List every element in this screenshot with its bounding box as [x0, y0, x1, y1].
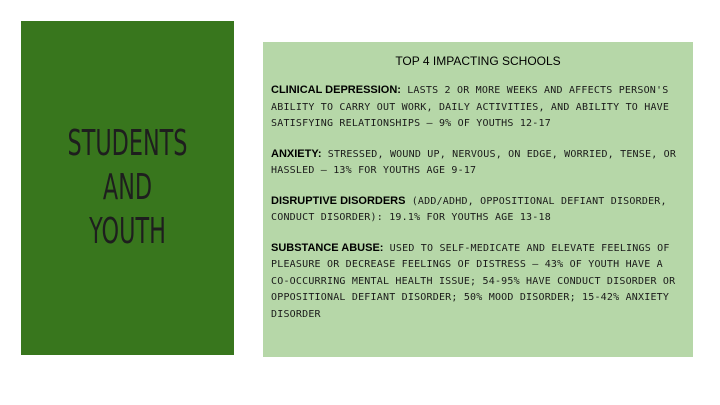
slide-title-line-1: STUDENTS AND — [67, 123, 188, 208]
slide-title — [61, 122, 193, 254]
item-substance-abuse — [271, 240, 685, 324]
item-text: LASTS 2 OR MORE WEEKS AND AFFECTS PERSON'S ABILITY TO CARRY OUT WORK, DAILY ACTIVITIES, AND ABILITY TO HAVE SATISFYING RELATIONSHIPS – 9% OF YOUTHS 12-17 — [271, 85, 670, 129]
slide-title-line-2: YOUTH — [89, 211, 166, 252]
item-anxiety — [271, 146, 685, 180]
title-panel — [21, 21, 234, 355]
item-clinical-depression — [271, 82, 685, 133]
item-heading: ANXIETY: — [271, 147, 322, 160]
content-box — [263, 42, 693, 357]
item-heading: SUBSTANCE ABUSE: — [271, 241, 384, 254]
item-text: (ADD/ADHD, OPPOSITIONAL DEFIANT DISORDER, CONDUCT DISORDER): 19.1% FOR YOUTHS AGE 13-18 — [271, 195, 667, 223]
item-text: STRESSED, WOUND UP, NERVOUS, ON EDGE, WORRIED, TENSE, OR HASSLED – 13% FOR YOUTHS AGE 9-17 — [271, 148, 677, 176]
item-heading: CLINICAL DEPRESSION: — [271, 84, 401, 96]
item-disruptive-disorders — [271, 193, 685, 227]
item-text: USED TO SELF-MEDICATE AND ELEVATE FEELINGS OF PLEASURE OR DECREASE FEELINGS OF DISTRESS – 43% OF YOUTH HAVE A CO-OCCURRING MENTAL HEALTH ISSUE; 54-95% HAVE CONDUCT DISORDER OR OPPOSITIONAL DEFIANT DISORDER; 50% MOOD DISORDER; 15-42% ANXIETY DISORDER — [271, 242, 676, 320]
item-heading: DISRUPTIVE DISORDERS — [271, 194, 406, 207]
content-title: TOP 4 IMPACTING SCHOOLS — [395, 54, 561, 68]
